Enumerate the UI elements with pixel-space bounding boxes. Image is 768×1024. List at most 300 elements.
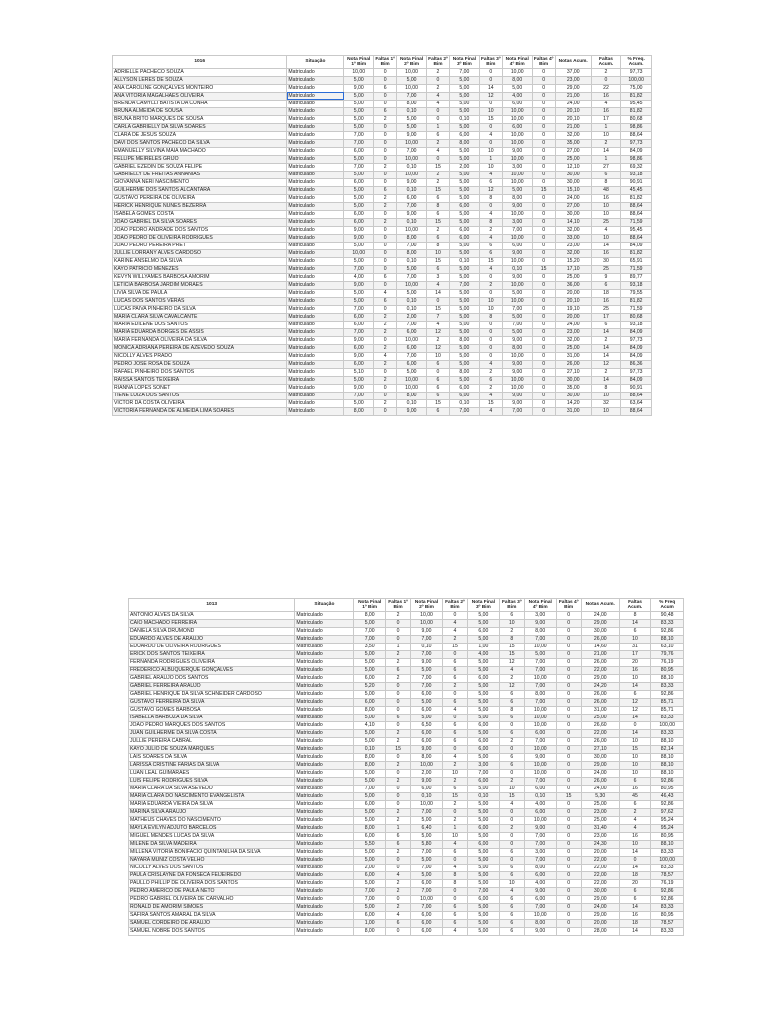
grade-cell[interactable]: 8 (591, 179, 621, 187)
grade-cell[interactable]: 10,00 (524, 761, 556, 769)
status-cell[interactable]: Matriculado (287, 124, 344, 132)
column-header[interactable]: 1016 (113, 56, 287, 69)
grade-cell[interactable]: 6,00 (411, 690, 443, 698)
grade-cell[interactable]: 10 (591, 408, 621, 416)
grade-cell[interactable]: 9,00 (344, 226, 374, 234)
grade-cell[interactable]: 0 (556, 919, 581, 927)
grade-cell[interactable]: 6 (499, 903, 524, 911)
grade-cell[interactable]: 0 (556, 769, 581, 777)
grade-cell[interactable]: 0 (479, 289, 502, 297)
grade-cell[interactable]: 4 (442, 840, 467, 848)
grade-cell[interactable]: 4 (442, 619, 467, 627)
grade-cell[interactable]: 6 (591, 171, 621, 179)
grade-cell[interactable]: 30,00 (555, 392, 591, 400)
grade-cell[interactable]: 6 (442, 698, 467, 706)
grade-cell[interactable]: 31 (619, 643, 651, 651)
grade-cell[interactable]: 0 (385, 706, 410, 714)
grade-cell[interactable]: 9,00 (344, 234, 374, 242)
grade-cell[interactable]: 93,18 (621, 321, 652, 329)
grade-cell[interactable]: 15 (426, 258, 449, 266)
grade-cell[interactable]: 26,00 (555, 360, 591, 368)
grade-cell[interactable]: 10,00 (524, 643, 556, 651)
grade-cell[interactable]: 3 (426, 274, 449, 282)
grade-cell[interactable]: 10 (619, 635, 651, 643)
grade-cell[interactable]: 14 (619, 903, 651, 911)
grade-cell[interactable]: 2 (591, 368, 621, 376)
grade-cell[interactable]: 0 (385, 683, 410, 691)
grade-cell[interactable]: 12 (499, 683, 524, 691)
student-name-cell[interactable]: GUSTAVO GOMES BARBOSA (129, 706, 295, 714)
grade-cell[interactable]: 7,00 (397, 147, 427, 155)
grade-cell[interactable]: 6 (619, 896, 651, 904)
grade-cell[interactable]: 45,45 (621, 187, 652, 195)
grade-cell[interactable]: 2 (374, 345, 397, 353)
grade-cell[interactable]: 98,86 (621, 155, 652, 163)
grade-cell[interactable]: 5,00 (397, 289, 427, 297)
student-name-cell[interactable]: LUCAS DOS SANTOS VERAS (113, 297, 287, 305)
grade-cell[interactable]: 0 (556, 667, 581, 675)
grade-cell[interactable]: 85,71 (651, 706, 684, 714)
grade-cell[interactable]: 93,18 (621, 282, 652, 290)
status-cell[interactable]: Matriculado (295, 635, 354, 643)
grade-cell[interactable]: 5,00 (468, 619, 500, 627)
grade-cell[interactable]: 5,00 (450, 329, 480, 337)
grade-cell[interactable]: 16 (619, 832, 651, 840)
grade-cell[interactable]: 0 (499, 832, 524, 840)
grade-cell[interactable]: 5,00 (344, 171, 374, 179)
grade-cell[interactable]: 10,00 (397, 376, 427, 384)
grade-cell[interactable]: 5,00 (450, 289, 480, 297)
grade-cell[interactable]: 0,10 (397, 218, 427, 226)
grade-cell[interactable]: 9,00 (524, 825, 556, 833)
grade-cell[interactable]: 23,00 (555, 329, 591, 337)
grade-cell[interactable]: 7,00 (344, 132, 374, 140)
student-name-cell[interactable]: KARINE ANSELMO DA SILVA (113, 258, 287, 266)
grade-cell[interactable]: 6 (374, 274, 397, 282)
grade-cell[interactable]: 5,00 (450, 195, 480, 203)
grade-cell[interactable]: 10,00 (502, 234, 532, 242)
grade-cell[interactable]: 6 (442, 911, 467, 919)
grade-cell[interactable]: 8 (479, 313, 502, 321)
grade-cell[interactable]: 15 (499, 651, 524, 659)
status-cell[interactable]: Matriculado (295, 690, 354, 698)
grade-cell[interactable]: 10 (479, 297, 502, 305)
grade-cell[interactable]: 2 (385, 903, 410, 911)
grade-cell[interactable]: 2 (385, 612, 410, 620)
grade-cell[interactable]: 0,10 (397, 400, 427, 408)
grade-cell[interactable]: 5,00 (450, 171, 480, 179)
grade-cell[interactable]: 0 (532, 195, 555, 203)
grade-cell[interactable]: 3,00 (524, 612, 556, 620)
status-cell[interactable]: Matriculado (287, 116, 344, 124)
grade-cell[interactable]: 0 (532, 242, 555, 250)
grade-cell[interactable]: 9,00 (502, 274, 532, 282)
grade-cell[interactable]: 24,00 (555, 321, 591, 329)
grade-cell[interactable]: 5,00 (354, 667, 386, 675)
grade-cell[interactable]: 15 (442, 793, 467, 801)
status-cell[interactable]: Matriculado (287, 360, 344, 368)
status-cell[interactable]: Matriculado (295, 651, 354, 659)
column-header[interactable]: % Freq Acum (651, 599, 684, 612)
grade-cell[interactable]: 5,00 (468, 848, 500, 856)
grade-cell[interactable]: 9,00 (502, 250, 532, 258)
grade-cell[interactable]: 10,00 (397, 384, 427, 392)
grade-cell[interactable]: 0 (556, 722, 581, 730)
grade-cell[interactable]: 5,00 (397, 266, 427, 274)
grade-cell[interactable]: 0 (374, 368, 397, 376)
grade-cell[interactable]: 0 (385, 801, 410, 809)
grade-cell[interactable]: 15 (499, 793, 524, 801)
grade-cell[interactable]: 5,00 (354, 793, 386, 801)
student-name-cell[interactable]: PEDRO AMERICO DE PAULA NETO (129, 888, 295, 896)
grade-cell[interactable]: 93,18 (621, 171, 652, 179)
grade-cell[interactable]: 8,00 (354, 825, 386, 833)
grade-cell[interactable]: 6 (426, 408, 449, 416)
student-name-cell[interactable]: ANA CAROLINE GONÇALVES MONTEIRO (113, 84, 287, 92)
grade-cell[interactable]: 5,00 (354, 903, 386, 911)
grade-cell[interactable]: 5,00 (411, 832, 443, 840)
grade-cell[interactable]: 0 (532, 360, 555, 368)
grade-cell[interactable]: 5,00 (450, 100, 480, 108)
grade-cell[interactable]: 5,00 (354, 690, 386, 698)
grade-cell[interactable]: 0 (374, 266, 397, 274)
grade-cell[interactable]: 9,00 (524, 754, 556, 762)
grade-cell[interactable]: 5,00 (502, 187, 532, 195)
grade-cell[interactable]: 0 (532, 313, 555, 321)
grade-cell[interactable]: 0 (374, 211, 397, 219)
grade-cell[interactable]: 5,00 (502, 313, 532, 321)
status-cell[interactable]: Matriculado (295, 911, 354, 919)
status-cell[interactable]: Matriculado (295, 919, 354, 927)
grade-cell[interactable]: 7,00 (354, 635, 386, 643)
grade-cell[interactable]: 0 (556, 683, 581, 691)
grade-cell[interactable]: 0 (442, 888, 467, 896)
grade-cell[interactable]: 88,10 (651, 754, 684, 762)
grade-cell[interactable]: 26,00 (581, 659, 619, 667)
student-name-cell[interactable]: KAYO JULIO DE SOUZA MARQUES (129, 746, 295, 754)
grade-cell[interactable]: 8 (619, 612, 651, 620)
student-name-cell[interactable]: MARINA SILVA ARAUJO (129, 809, 295, 817)
status-cell[interactable]: Matriculado (295, 761, 354, 769)
grade-cell[interactable]: 0 (556, 872, 581, 880)
grade-cell[interactable]: 88,64 (621, 132, 652, 140)
student-name-cell[interactable]: SAMUEL CORDEIRO DE ARAÚJO (129, 919, 295, 927)
status-cell[interactable]: Matriculado (287, 313, 344, 321)
column-header[interactable]: Faltas 3º Bim (480, 56, 501, 67)
grade-cell[interactable]: 10,00 (524, 769, 556, 777)
grade-cell[interactable]: 2 (374, 218, 397, 226)
status-cell[interactable]: Matriculado (287, 368, 344, 376)
grade-cell[interactable]: 0 (442, 714, 467, 722)
grade-cell[interactable]: 5,00 (468, 809, 500, 817)
grade-cell[interactable]: 15 (619, 746, 651, 754)
grade-cell[interactable]: 0 (374, 242, 397, 250)
grade-cell[interactable]: 90,91 (621, 384, 652, 392)
grade-cell[interactable]: 10 (619, 761, 651, 769)
grade-cell[interactable]: 5,00 (450, 179, 480, 187)
column-header[interactable]: Faltas Acum. (591, 56, 621, 69)
grade-cell[interactable]: 6 (479, 250, 502, 258)
student-name-cell[interactable]: GABRIEL ARAUJO DOS SANTOS (129, 675, 295, 683)
grade-cell[interactable]: 6,00 (502, 100, 532, 108)
grade-cell[interactable]: 0 (532, 250, 555, 258)
grade-cell[interactable]: 15 (556, 793, 581, 801)
column-header[interactable]: Nota Final 1º Bim (344, 56, 374, 69)
grade-cell[interactable]: 29,00 (581, 761, 619, 769)
student-name-cell[interactable]: JOAO PEDRO PEREIRA PRET (113, 242, 287, 250)
grade-cell[interactable]: 2 (442, 817, 467, 825)
grade-cell[interactable]: 18 (619, 919, 651, 927)
grade-cell[interactable]: 0 (556, 888, 581, 896)
grade-cell[interactable]: 63,64 (621, 400, 652, 408)
grade-cell[interactable]: 0 (556, 856, 581, 864)
grade-cell[interactable]: 88,64 (621, 211, 652, 219)
grade-cell[interactable]: 4,00 (344, 274, 374, 282)
grade-cell[interactable]: 0 (385, 722, 410, 730)
grade-cell[interactable]: 20,00 (555, 313, 591, 321)
grade-cell[interactable]: 10 (479, 147, 502, 155)
student-name-cell[interactable]: KAYO PATRICIO MENEZES (113, 266, 287, 274)
student-name-cell[interactable]: ADRIELLE PACHECO SOUZA (113, 69, 287, 77)
grade-cell[interactable]: 5,00 (344, 108, 374, 116)
grade-cell[interactable]: 14 (591, 242, 621, 250)
grade-cell[interactable]: 3,00 (468, 761, 500, 769)
grade-cell[interactable]: 0 (499, 769, 524, 777)
grade-cell[interactable]: 28,00 (581, 927, 619, 935)
grade-cell[interactable]: 6,00 (450, 384, 480, 392)
grade-cell[interactable]: 9,00 (344, 353, 374, 361)
grade-cell[interactable]: 4 (426, 92, 449, 100)
grade-cell[interactable]: 95,24 (651, 817, 684, 825)
grade-cell[interactable]: 6,00 (411, 730, 443, 738)
status-cell[interactable]: Matriculado (287, 211, 344, 219)
student-name-cell[interactable]: SAFIRA SANTOS AMARAL DA SILVA (129, 911, 295, 919)
grade-cell[interactable]: 10,00 (411, 761, 443, 769)
student-name-cell[interactable]: BRENDA CAMYLLI BATISTA DA CUNHA (113, 100, 287, 108)
column-header[interactable]: Notas Acum. (555, 56, 591, 69)
grade-cell[interactable]: 2 (442, 635, 467, 643)
student-name-cell[interactable]: DAVI DOS SANTOS PACHECO DA SILVA (113, 140, 287, 148)
status-cell[interactable]: Matriculado (295, 706, 354, 714)
grade-cell[interactable]: 12,10 (555, 163, 591, 171)
grade-cell[interactable]: 7,00 (502, 305, 532, 313)
grade-cell[interactable]: 7,00 (502, 226, 532, 234)
grade-cell[interactable]: 10 (619, 675, 651, 683)
grade-cell[interactable]: 8,00 (344, 408, 374, 416)
grade-cell[interactable]: 0 (532, 392, 555, 400)
grade-cell[interactable]: 92,86 (651, 777, 684, 785)
grade-cell[interactable]: 5,00 (468, 754, 500, 762)
grade-cell[interactable]: 5,00 (354, 714, 386, 722)
grade-cell[interactable]: 81,82 (621, 195, 652, 203)
grade-cell[interactable]: 0 (442, 856, 467, 864)
grade-cell[interactable]: 14 (619, 730, 651, 738)
grade-cell[interactable]: 0 (479, 274, 502, 282)
grade-cell[interactable]: 7,00 (411, 675, 443, 683)
grade-cell[interactable]: 14 (619, 714, 651, 722)
grade-cell[interactable]: 0 (532, 289, 555, 297)
grade-cell[interactable]: 0 (479, 124, 502, 132)
student-name-cell[interactable]: JOÃO GABRIEL DA SILVA SOARES (113, 218, 287, 226)
grade-cell[interactable]: 0 (385, 864, 410, 872)
grade-cell[interactable]: 97,73 (621, 69, 652, 77)
grade-cell[interactable]: 0 (442, 651, 467, 659)
grade-cell[interactable]: 2 (426, 171, 449, 179)
grade-cell[interactable]: 0,10 (450, 400, 480, 408)
grade-cell[interactable]: 5,00 (450, 84, 480, 92)
student-name-cell[interactable]: GIOVANNA NERI NASCIMENTO (113, 179, 287, 187)
grade-cell[interactable]: 10,00 (524, 817, 556, 825)
grade-cell[interactable]: 6 (499, 896, 524, 904)
grade-cell[interactable]: 5,00 (450, 305, 480, 313)
status-cell[interactable]: Matriculado (295, 872, 354, 880)
grade-cell[interactable]: 10,00 (502, 376, 532, 384)
grade-cell[interactable]: 7,00 (354, 896, 386, 904)
grade-cell[interactable]: 46,43 (651, 793, 684, 801)
grade-cell[interactable]: 10,00 (397, 282, 427, 290)
grade-cell[interactable]: 83,33 (651, 848, 684, 856)
grade-cell[interactable]: 10 (619, 738, 651, 746)
grade-cell[interactable]: 9,00 (502, 368, 532, 376)
grade-cell[interactable]: 10,00 (502, 116, 532, 124)
grade-cell[interactable]: 32,00 (555, 337, 591, 345)
grade-cell[interactable]: 10,00 (411, 801, 443, 809)
grade-cell[interactable]: 7,00 (411, 651, 443, 659)
grade-cell[interactable]: 6 (426, 360, 449, 368)
status-cell[interactable]: Matriculado (295, 888, 354, 896)
grade-cell[interactable]: 8,00 (502, 345, 532, 353)
student-name-cell[interactable]: MÔNICA ADRIANA PEREIRA DE AZEVEDO SOUZA (113, 345, 287, 353)
grade-cell[interactable]: 2,00 (411, 769, 443, 777)
grade-cell[interactable]: 37,00 (555, 69, 591, 77)
grade-cell[interactable]: 5,00 (450, 124, 480, 132)
grade-cell[interactable]: 0 (479, 345, 502, 353)
grade-cell[interactable]: 0,10 (450, 258, 480, 266)
grade-cell[interactable]: 2 (479, 282, 502, 290)
grade-cell[interactable]: 5,00 (502, 84, 532, 92)
grade-cell[interactable]: 6 (374, 187, 397, 195)
grade-cell[interactable]: 7,00 (397, 242, 427, 250)
grade-cell[interactable]: 10,00 (411, 612, 443, 620)
status-cell[interactable]: Matriculado (287, 203, 344, 211)
grade-cell[interactable]: 5,00 (354, 856, 386, 864)
grade-cell[interactable]: 10 (619, 754, 651, 762)
grade-cell[interactable]: 2 (385, 809, 410, 817)
student-name-cell[interactable]: GABRIEL EZEDIN DE SOUZA FELIPE (113, 163, 287, 171)
grade-cell[interactable]: 6,00 (450, 132, 480, 140)
grade-cell[interactable]: 2 (499, 675, 524, 683)
grade-cell[interactable]: 14 (619, 927, 651, 935)
student-name-cell[interactable]: MARIA CLARA DA SILVA ASEVEDO (129, 785, 295, 793)
grade-cell[interactable]: 90,48 (651, 612, 684, 620)
grade-cell[interactable]: 20 (619, 880, 651, 888)
grade-cell[interactable]: 35,00 (555, 384, 591, 392)
grade-cell[interactable]: 10 (591, 211, 621, 219)
grade-cell[interactable]: 5,00 (450, 211, 480, 219)
grade-cell[interactable]: 30,00 (555, 376, 591, 384)
grade-cell[interactable]: 7,00 (450, 408, 480, 416)
grade-cell[interactable]: 10 (591, 234, 621, 242)
student-name-cell[interactable]: KEVYN WILLYAMES BARBOSA AMORIM (113, 274, 287, 282)
grade-cell[interactable]: 5,00 (468, 880, 500, 888)
grade-cell[interactable]: 24,20 (581, 683, 619, 691)
status-cell[interactable]: Matriculado (295, 809, 354, 817)
grade-cell[interactable]: 8,00 (524, 864, 556, 872)
grade-cell[interactable]: 0 (385, 619, 410, 627)
grade-cell[interactable]: 7,00 (468, 888, 500, 896)
column-header[interactable]: Situação (295, 599, 354, 612)
grade-cell[interactable]: 6,00 (411, 738, 443, 746)
grade-cell[interactable]: 10 (479, 305, 502, 313)
grade-cell[interactable]: 8,00 (450, 337, 480, 345)
grade-cell[interactable]: 5,00 (502, 289, 532, 297)
grade-cell[interactable]: 7,00 (354, 627, 386, 635)
grade-cell[interactable]: 0 (532, 274, 555, 282)
grade-cell[interactable]: 0 (532, 147, 555, 155)
grade-cell[interactable]: 5,00 (468, 864, 500, 872)
student-name-cell[interactable]: FREDERICO ALBUQUERQUE GONÇALVES (129, 667, 295, 675)
grade-cell[interactable]: 6 (385, 840, 410, 848)
grade-cell[interactable]: 29,00 (581, 619, 619, 627)
grade-cell[interactable]: 17 (591, 313, 621, 321)
grade-cell[interactable]: 0 (556, 659, 581, 667)
grade-cell[interactable]: 6 (591, 282, 621, 290)
grade-cell[interactable]: 5,00 (468, 635, 500, 643)
grade-cell[interactable]: 8 (499, 706, 524, 714)
student-name-cell[interactable]: GABRIELLY DE FREITAS ANNANIAS (113, 171, 287, 179)
grade-cell[interactable]: 24,00 (581, 612, 619, 620)
grade-cell[interactable]: 89,77 (621, 274, 652, 282)
grade-cell[interactable]: 6 (499, 690, 524, 698)
column-header[interactable]: Nota Final 3º Bim (468, 599, 500, 612)
grade-cell[interactable]: 10,00 (397, 155, 427, 163)
grade-cell[interactable]: 5,00 (450, 353, 480, 361)
student-name-cell[interactable]: ISABELA GOMES COSTA (113, 211, 287, 219)
grade-cell[interactable]: 5,00 (468, 714, 500, 722)
grade-cell[interactable]: 25,00 (581, 817, 619, 825)
grade-cell[interactable]: 0,10 (524, 793, 556, 801)
grade-cell[interactable]: 5,00 (450, 360, 480, 368)
student-name-cell[interactable]: MARIA EDUARDA BORGES DE ASSIS (113, 329, 287, 337)
grade-cell[interactable]: 80,95 (651, 911, 684, 919)
grade-cell[interactable]: 27,10 (555, 368, 591, 376)
grade-cell[interactable]: 25,00 (581, 714, 619, 722)
grade-cell[interactable]: 0 (532, 400, 555, 408)
grade-cell[interactable]: 6,00 (411, 911, 443, 919)
grade-cell[interactable]: 4 (385, 911, 410, 919)
grade-cell[interactable]: 9,00 (502, 360, 532, 368)
grade-cell[interactable]: 10,00 (397, 337, 427, 345)
grade-cell[interactable]: 5,00 (468, 911, 500, 919)
grade-cell[interactable]: 10 (499, 880, 524, 888)
grade-cell[interactable]: 2 (374, 163, 397, 171)
grade-cell[interactable]: 14 (591, 329, 621, 337)
grade-cell[interactable]: 5,00 (344, 155, 374, 163)
student-name-cell[interactable]: NICOLLY ALVES DOS SANTOS (129, 864, 295, 872)
grade-cell[interactable]: 5,00 (344, 297, 374, 305)
grade-cell[interactable]: 8,00 (397, 100, 427, 108)
grade-cell[interactable]: 6,00 (524, 730, 556, 738)
grade-cell[interactable]: 5,00 (450, 250, 480, 258)
grade-cell[interactable]: 0,10 (411, 793, 443, 801)
grade-cell[interactable]: 0 (556, 927, 581, 935)
grade-cell[interactable]: 7,00 (524, 832, 556, 840)
grade-cell[interactable]: 83,33 (651, 903, 684, 911)
grade-cell[interactable]: 10,00 (524, 722, 556, 730)
grade-cell[interactable]: 7,00 (344, 305, 374, 313)
student-name-cell[interactable]: DANIELA SILVA DRUMOND (129, 627, 295, 635)
grade-cell[interactable]: 7,00 (524, 903, 556, 911)
